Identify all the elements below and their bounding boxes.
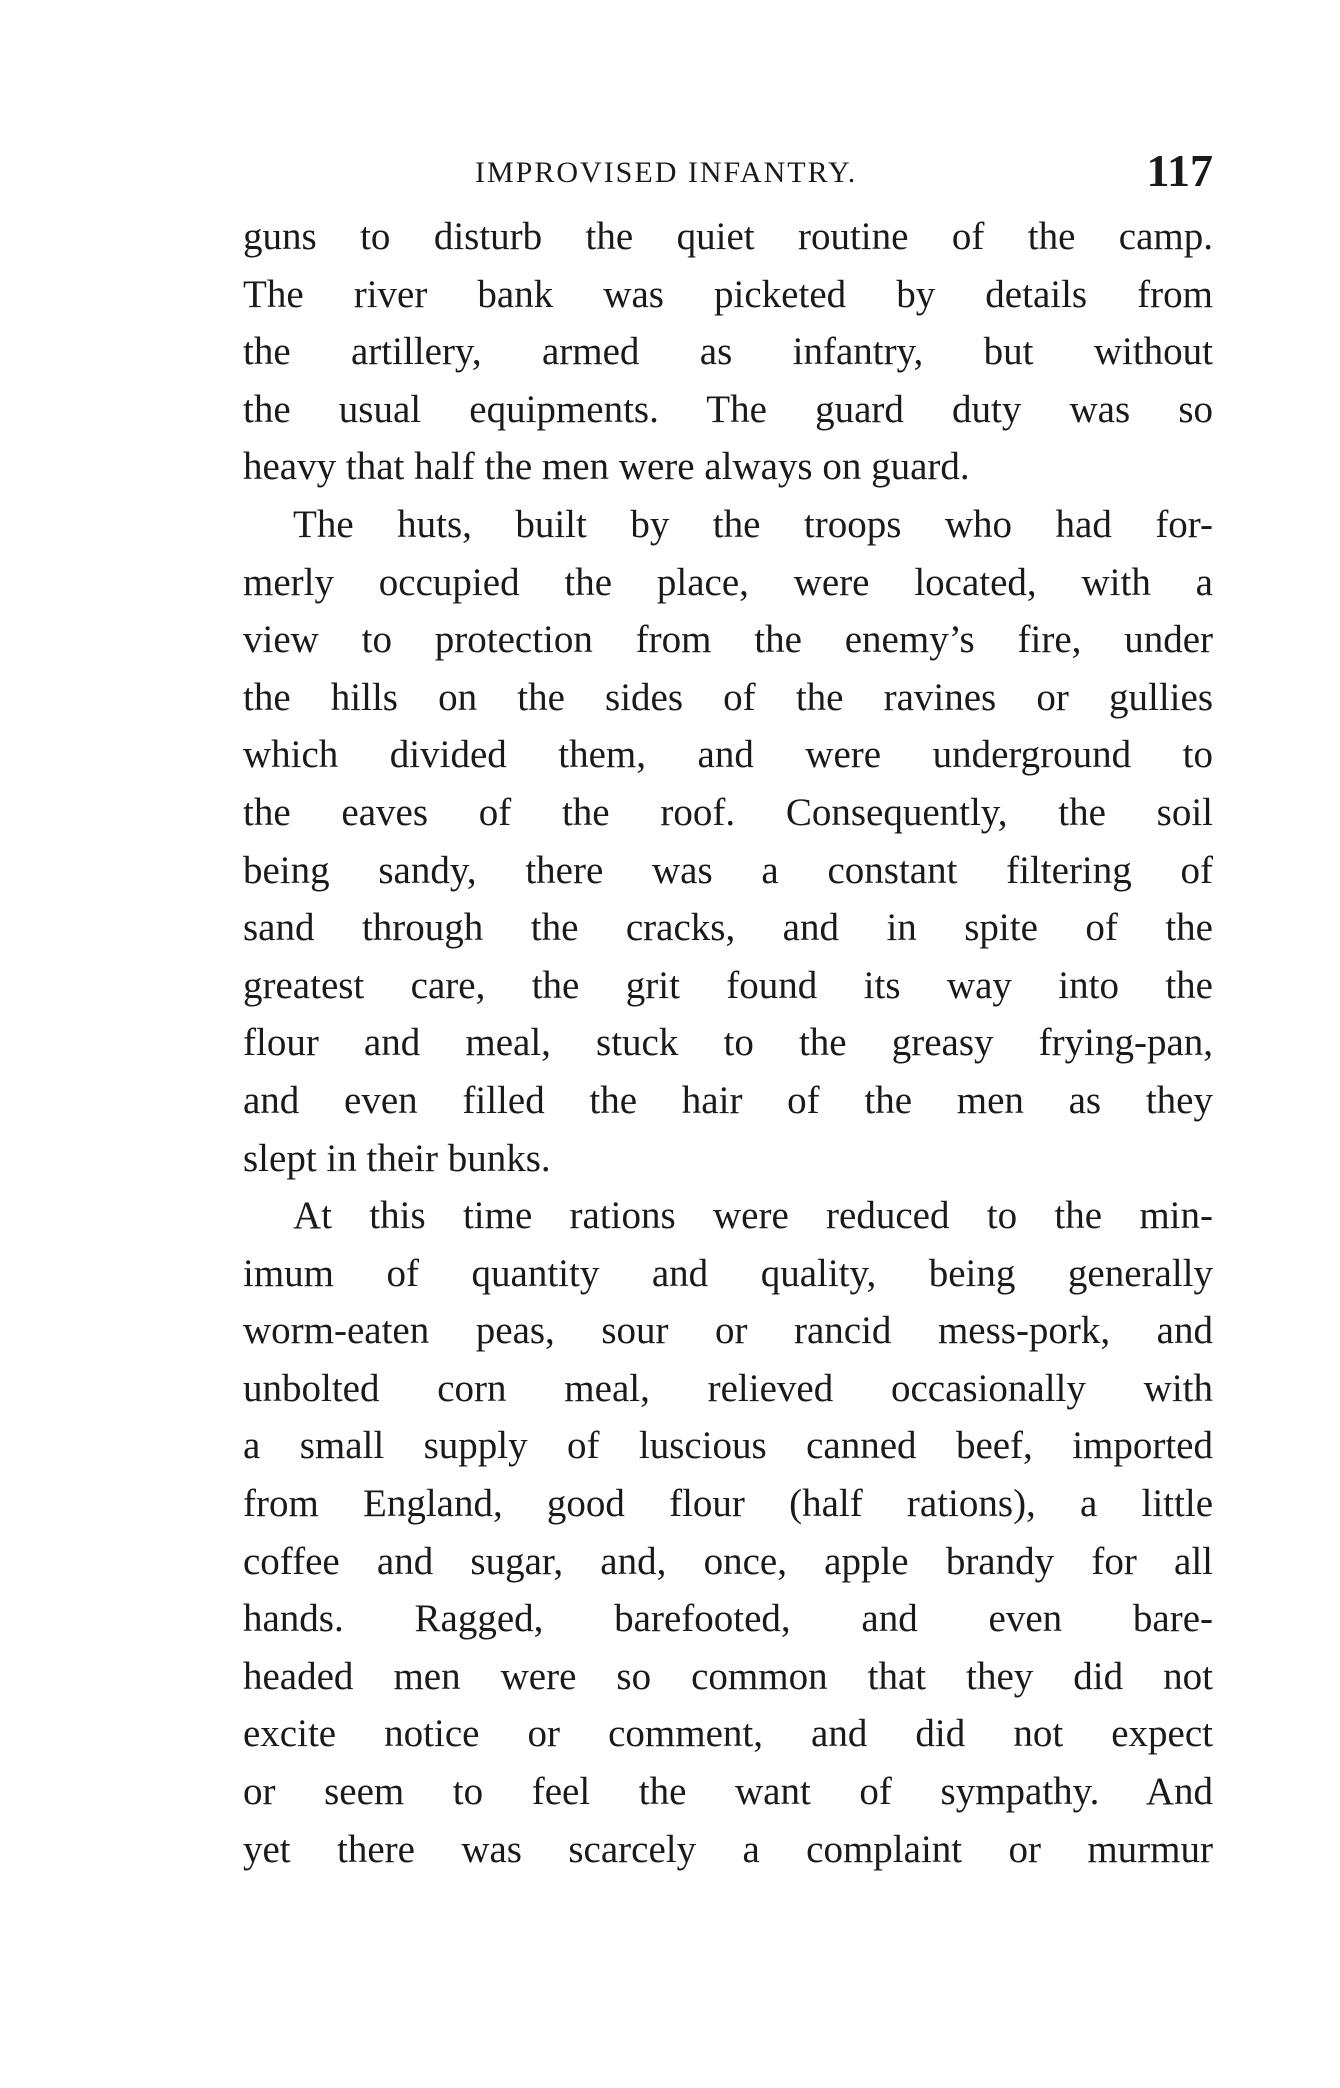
- running-head: [243, 144, 1213, 200]
- text-line: The huts, built by the troops who had for-: [293, 502, 1213, 546]
- text-line: imum of quantity and quality, being generally: [243, 1251, 1213, 1295]
- text-line: sand through the cracks, and in spite of the: [243, 906, 1213, 950]
- text-line: unbolted corn meal, relieved occasionally with: [243, 1366, 1213, 1410]
- text-line: the artillery, armed as infantry, but without: [243, 330, 1213, 374]
- text-line: merly occupied the place, were located, with a: [243, 560, 1213, 604]
- text-line: yet there was scarcely a complaint or murmur: [243, 1827, 1213, 1871]
- page-number: 117: [1146, 145, 1213, 196]
- text-line: which divided them, and were underground to: [243, 733, 1213, 777]
- text-line: the hills on the sides of the ravines or gullies: [243, 675, 1213, 719]
- text-line: view to protection from the enemy’s fire, under: [243, 618, 1213, 662]
- paragraph-2: [243, 496, 1213, 1187]
- running-title: IMPROVISED INFANTRY.: [475, 156, 858, 189]
- text-line: the usual equipments. The guard duty was so: [243, 387, 1213, 431]
- text-line: or seem to feel the want of sympathy. And: [243, 1770, 1213, 1814]
- paragraph-1: [243, 208, 1213, 496]
- text-line: flour and meal, stuck to the greasy frying-pan,: [243, 1021, 1213, 1065]
- text-line: guns to disturb the quiet routine of the camp.: [243, 215, 1213, 258]
- text-line: hands. Ragged, barefooted, and even bare-: [243, 1597, 1213, 1641]
- text-line: At this time rations were reduced to the min-: [293, 1194, 1213, 1238]
- text-line: slept in their bunks.: [243, 1136, 551, 1180]
- text-line: worm-eaten peas, sour or rancid mess-pork, and: [243, 1309, 1213, 1353]
- text-line: greatest care, the grit found its way into the: [243, 963, 1213, 1007]
- text-line: excite notice or comment, and did not expect: [243, 1712, 1213, 1756]
- text-line: being sandy, there was a constant filtering of: [243, 848, 1213, 892]
- text-line: The river bank was picketed by details from: [243, 272, 1213, 316]
- text-line: headed men were so common that they did not: [243, 1654, 1213, 1698]
- text-line: and even filled the hair of the men as they: [243, 1078, 1213, 1122]
- text-line: heavy that half the men were always on guard.: [243, 445, 970, 489]
- body-text: [243, 208, 1213, 1878]
- paragraph-3: [243, 1187, 1213, 1878]
- text-line: coffee and sugar, and, once, apple brandy for all: [243, 1539, 1213, 1583]
- text-line: a small supply of luscious canned beef, imported: [243, 1424, 1213, 1468]
- text-line: the eaves of the roof. Consequently, the soil: [243, 790, 1213, 834]
- text-line: from England, good flour (half rations), a little: [243, 1482, 1213, 1526]
